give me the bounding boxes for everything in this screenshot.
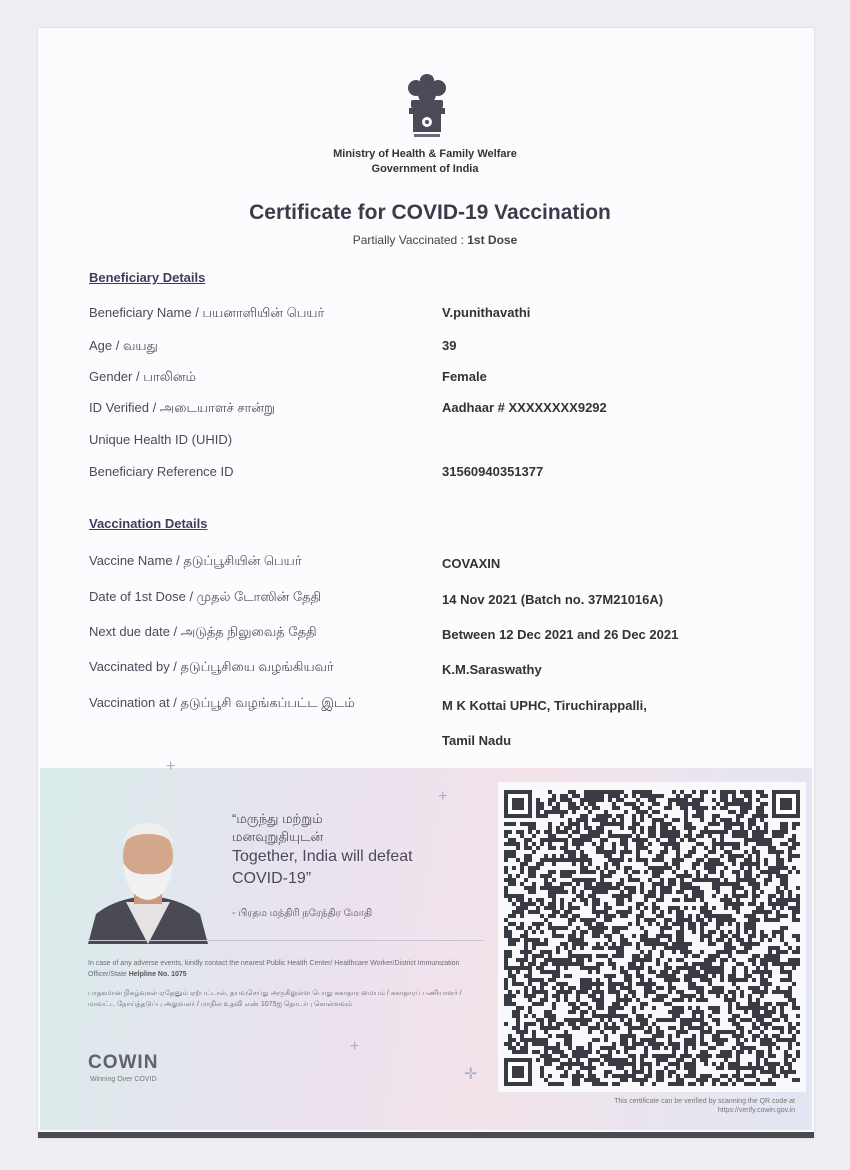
reference-id-value: 31560940351377	[442, 464, 544, 479]
verification-note	[520, 1097, 795, 1115]
government-name: Government of India	[371, 163, 479, 175]
uhid-label: Unique Health ID (UHID)	[89, 432, 233, 447]
vaccinated-by-label: Vaccinated by / தடுப்பூசியை வழங்கியவர்	[89, 659, 334, 674]
helpline-text: In case of any adverse events, kindly contact the nearest Public Health Center/ Healthcare Worker/District Immunization Officer/State	[88, 960, 460, 978]
campaign-quote	[232, 810, 413, 890]
status-dose: 1st Dose	[467, 233, 518, 247]
quote-tamil: “மருந்து மற்றும் மனவுறுதியுடன்	[232, 811, 324, 844]
next-due-date-value: Between 12 Dec 2021 and 26 Dec 2021	[442, 627, 679, 642]
first-dose-date-label: Date of 1st Dose / முதல் டோஸின் தேதி	[89, 589, 322, 604]
plus-decoration-icon: +	[438, 788, 448, 805]
first-dose-date-value: 14 Nov 2021 (Batch no. 37M21016A)	[442, 592, 664, 607]
cowin-tagline: Winning Over COVID	[90, 1076, 157, 1083]
vaccination-status	[0, 233, 850, 247]
prime-minister-portrait	[86, 818, 210, 944]
gender-label: Gender / பாலினம்	[89, 369, 196, 384]
reference-id-label: Beneficiary Reference ID	[89, 464, 234, 479]
id-verified-label: ID Verified / அடையாளச் சான்று	[89, 400, 275, 415]
quote-english-line1: Together, India will defeat	[232, 848, 413, 865]
helpline-number: Helpline No. 1075	[128, 971, 187, 978]
helpline-note	[88, 958, 488, 980]
age-label: Age / வயது	[89, 338, 158, 353]
vaccination-heading: Vaccination Details	[89, 516, 208, 531]
vaccine-name-value: COVAXIN	[442, 556, 501, 571]
verify-note-text: This certificate can be verified by scanning the QR code at	[614, 1098, 795, 1105]
beneficiary-name-value: V.punithavathi	[442, 305, 531, 320]
bottom-border	[38, 1132, 814, 1138]
beneficiary-name-label: Beneficiary Name / பயனாளியின் பெயர்	[89, 305, 325, 320]
banner-divider	[88, 940, 483, 941]
plus-decoration-icon: ✛	[464, 1066, 478, 1083]
age-value: 39	[442, 338, 457, 353]
quote-english-line2: COVID-19”	[232, 870, 312, 887]
vaccination-at-value: M K Kottai UPHC, Tiruchirappalli,	[442, 698, 647, 713]
gender-value: Female	[442, 369, 487, 384]
vaccinated-by-value: K.M.Saraswathy	[442, 662, 542, 677]
qr-code[interactable]	[504, 790, 800, 1086]
id-verified-value: Aadhaar # XXXXXXXX9292	[442, 400, 607, 415]
plus-decoration-icon: +	[350, 1038, 360, 1055]
certificate-title: Certificate for COVID-19 Vaccination	[249, 201, 611, 224]
status-label: Partially Vaccinated :	[352, 233, 468, 247]
cowin-logo: COWIN	[88, 1052, 159, 1073]
vaccination-at-state: Tamil Nadu	[442, 733, 512, 748]
vaccination-at-label: Vaccination at / தடுப்பூசி வழங்கப்பட்ட இடம்	[89, 695, 355, 710]
ministry-name: Ministry of Health & Family Welfare	[333, 148, 517, 160]
helpline-note-tamil: பாதகமான நிகழ்வுகள் ஏதேனும் ஏற்பட்டால், தயவுசெய்து அருகிலுள்ள பொது சுகாதார மையம் / சுகாதாரப் பணியாளர் / மாவட்ட நோய்த்தடுப்பு அலுவலர் / மாநில உதவி எண் 1075ஐ தொடர்பு கொள்ளவும்	[88, 990, 462, 1008]
plus-decoration-icon: +	[166, 758, 176, 775]
beneficiary-heading: Beneficiary Details	[89, 270, 206, 285]
national-emblem-icon	[402, 70, 452, 142]
next-due-date-label: Next due date / அடுத்த நிலுவைத் தேதி	[89, 624, 317, 639]
verify-url[interactable]: https://verify.cowin.gov.in	[717, 1107, 795, 1114]
quote-author: - பிரதம மந்திரி நரேந்திர மோதி	[232, 908, 373, 919]
vaccine-name-label: Vaccine Name / தடுப்பூசியின் பெயர்	[89, 553, 302, 568]
